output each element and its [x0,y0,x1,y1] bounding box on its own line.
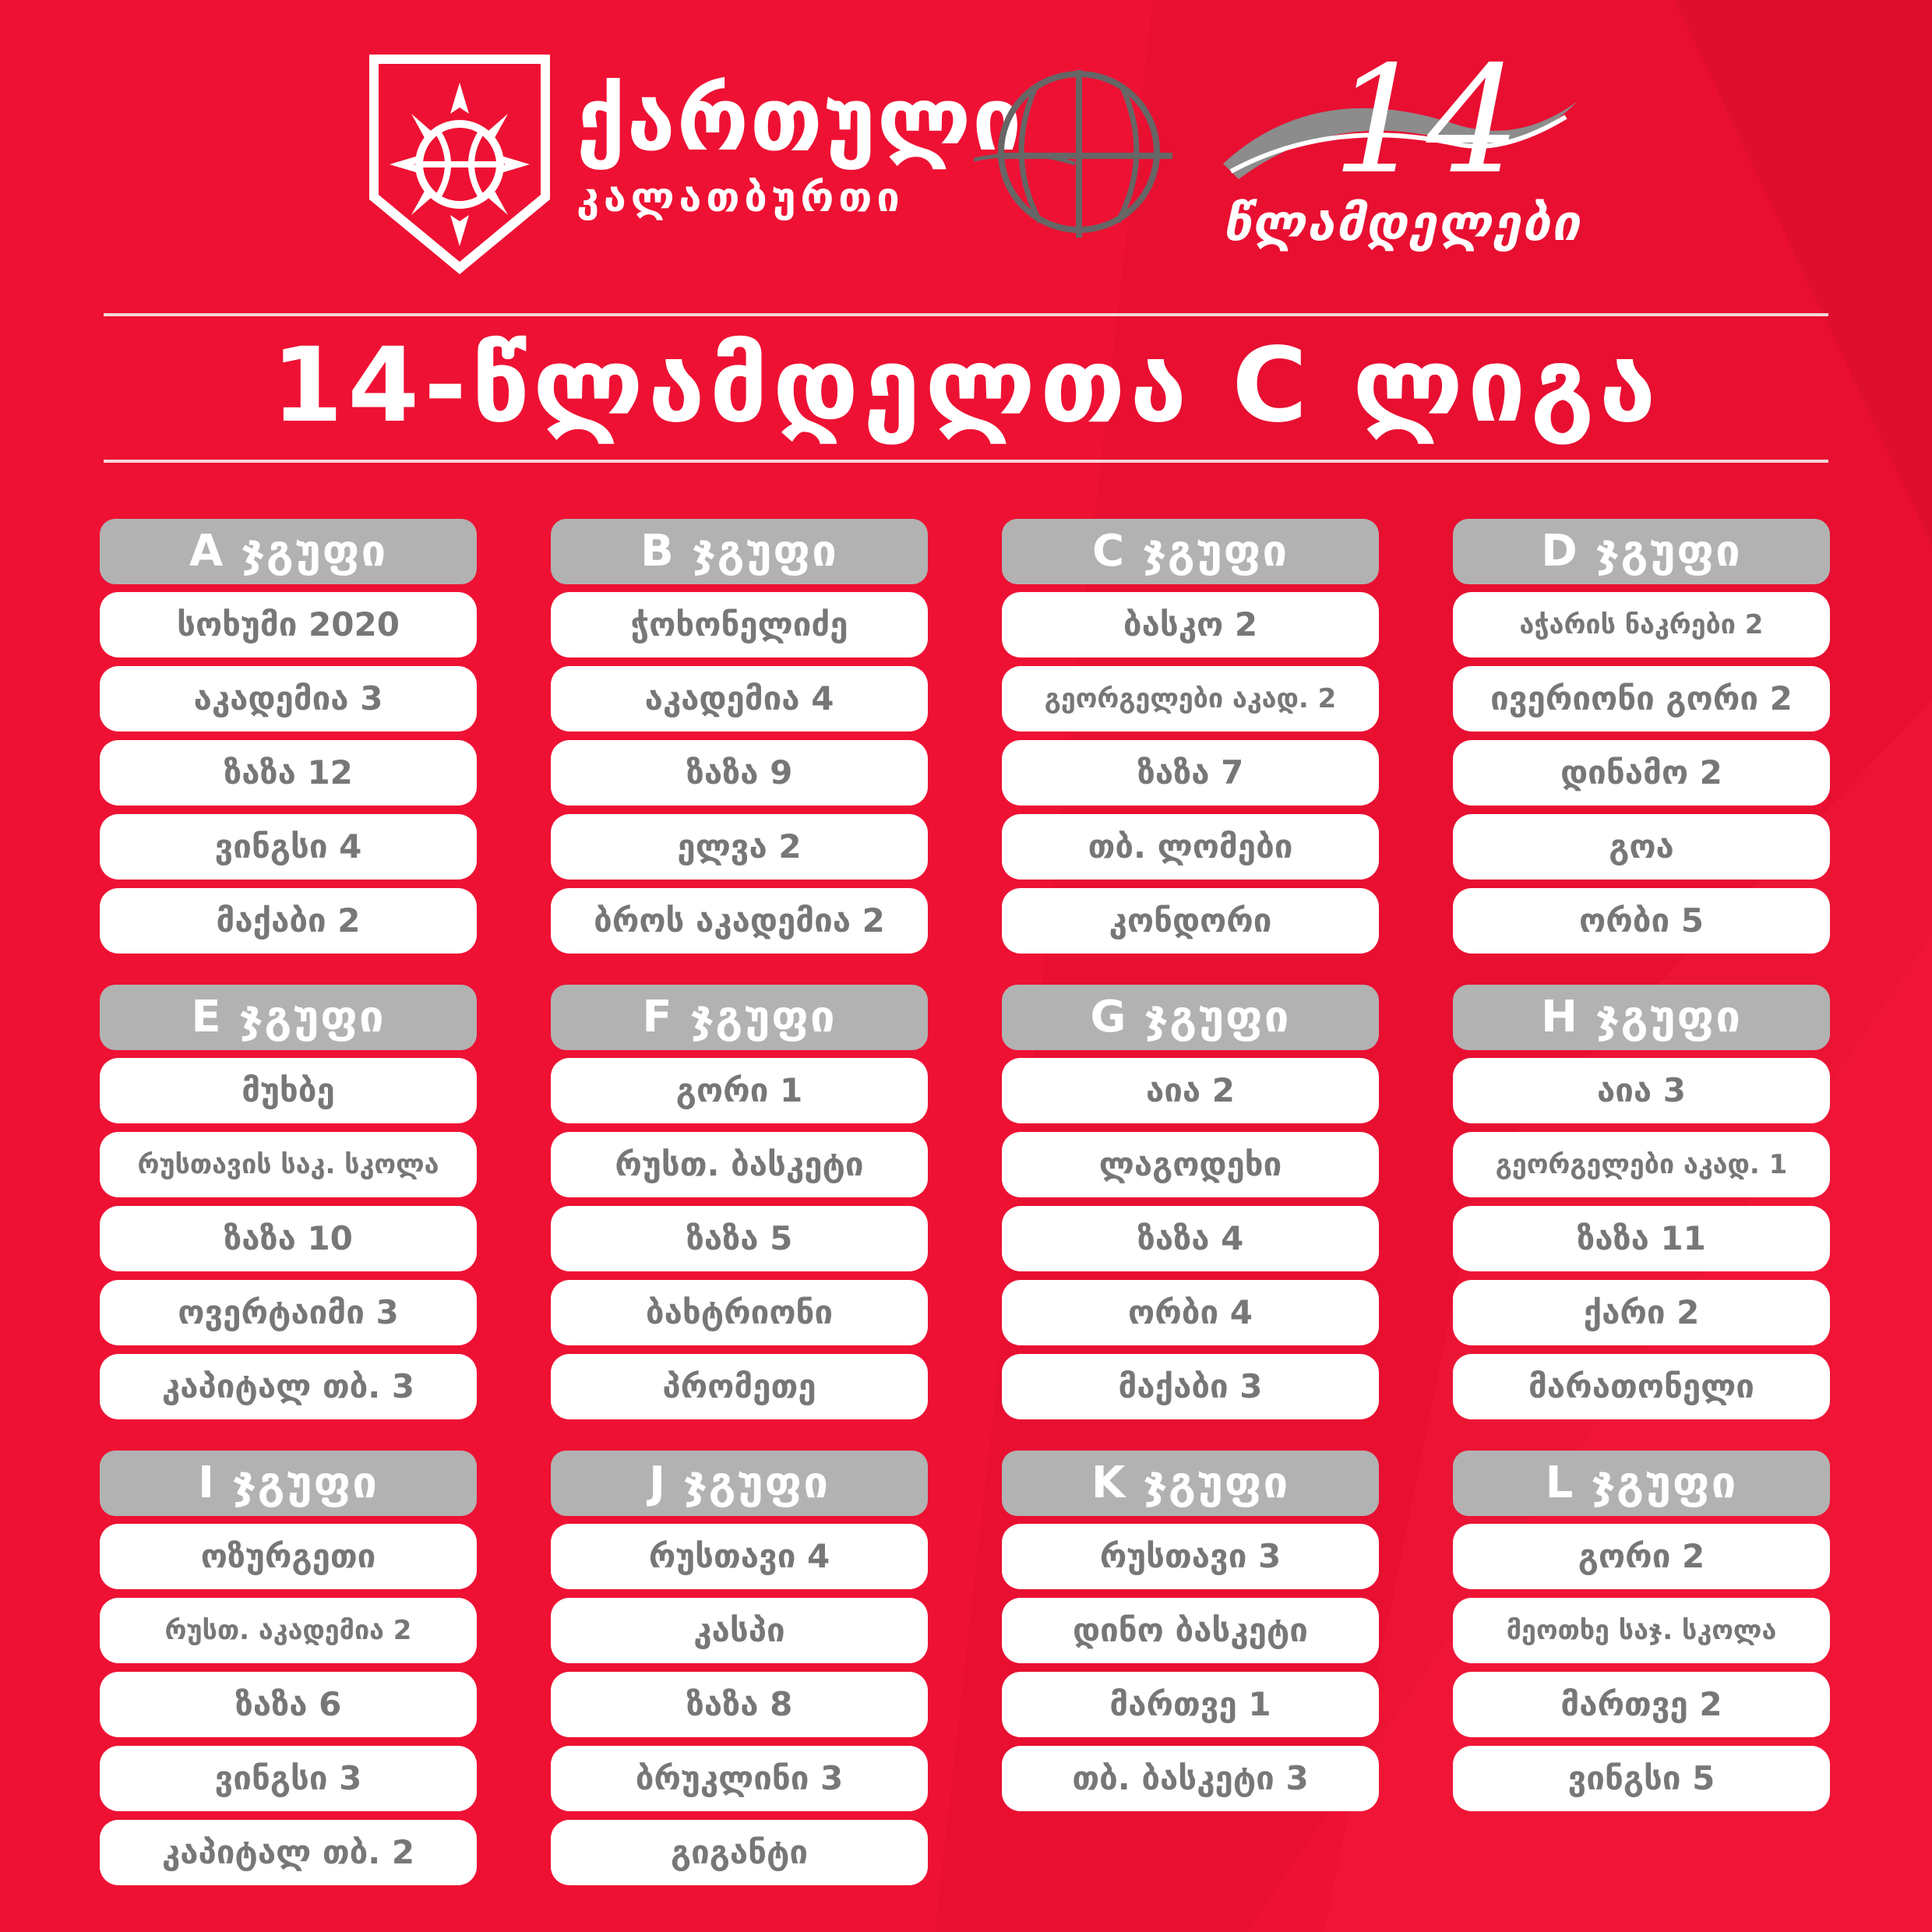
team-entry: აჭარის ნაკრები 2 [1453,592,1830,658]
team-entry: აკადემია 3 [100,666,477,732]
team-entry: გორი 1 [551,1058,928,1123]
group-header: F ჯგუფი [551,985,928,1050]
group-card [100,1451,477,1894]
team-entry: ზაზა 6 [100,1672,477,1737]
group-card [551,985,928,1428]
team-entry: ლაგოდეხი [1002,1132,1379,1197]
team-entry: მეოთხე საჯ. სკოლა [1453,1598,1830,1663]
group-card [1453,985,1830,1428]
group-card [551,519,928,962]
group-header: A ჯგუფი [100,519,477,584]
team-entry: თბ. ბასკეტი 3 [1002,1746,1379,1811]
team-entry: კაპიტალ თბ. 2 [100,1820,477,1885]
group-header: D ჯგუფი [1453,519,1830,584]
group-header: J ჯგუფი [551,1451,928,1516]
team-entry: კასპი [551,1598,928,1663]
brand-text [576,69,1024,221]
team-entry: რუსთ. ბასკეტი [551,1132,928,1197]
title-divider-top [104,313,1828,316]
group-header: I ჯგუფი [100,1451,477,1516]
group-card [1453,1451,1830,1820]
team-entry: ივერიონი გორი 2 [1453,666,1830,732]
team-entry: ზაზა 12 [100,740,477,806]
group-card [1002,1451,1379,1820]
group-card [100,985,477,1428]
group-header: H ჯგუფი [1453,985,1830,1050]
team-entry: გოა [1453,814,1830,880]
team-entry: რუსთავი 3 [1002,1524,1379,1589]
team-entry: მარათონელი [1453,1354,1830,1419]
age-number: 14 [1332,34,1521,206]
team-entry: ქარი 2 [1453,1280,1830,1345]
team-entry: კონდორი [1002,888,1379,954]
team-entry: ჭოხონელიძე [551,592,928,658]
page-title: 14-წლამდელთა C ლიგა [271,326,1661,446]
team-entry: რუსთ. აკადემია 2 [100,1598,477,1663]
group-card [1453,519,1830,962]
team-entry: გორი 2 [1453,1524,1830,1589]
team-entry: ბასკო 2 [1002,592,1379,658]
team-entry: ზაზა 11 [1453,1206,1830,1271]
team-entry: ოვერტაიმი 3 [100,1280,477,1345]
team-entry: კაპიტალ თბ. 3 [100,1354,477,1419]
team-entry: ელვა 2 [551,814,928,880]
team-entry: დინამო 2 [1453,740,1830,806]
team-entry: ზაზა 4 [1002,1206,1379,1271]
team-entry: მართვე 2 [1453,1672,1830,1737]
team-entry: ზაზა 9 [551,740,928,806]
team-entry: მუხბე [100,1058,477,1123]
federation-shield-logo [366,51,553,277]
team-entry: მაქაბი 2 [100,888,477,954]
brand-subtitle: კალათბურთი [576,175,904,221]
team-entry: დინო ბასკეტი [1002,1598,1379,1663]
group-header: G ჯგუფი [1002,985,1379,1050]
team-entry: აკადემია 4 [551,666,928,732]
team-entry: ვინგსი 5 [1453,1746,1830,1811]
team-entry: ზაზა 8 [551,1672,928,1737]
team-entry: ოზურგეთი [100,1524,477,1589]
team-entry: მართვე 1 [1002,1672,1379,1737]
age-label: წლამდელები [1223,195,1581,252]
group-card [100,519,477,962]
basketball-icon [974,55,1184,257]
group-header: C ჯგუფი [1002,519,1379,584]
team-entry: ბროს აკადემია 2 [551,888,928,954]
group-card [551,1451,928,1894]
team-entry: ბრუკლინი 3 [551,1746,928,1811]
team-entry: აია 2 [1002,1058,1379,1123]
group-header: L ჯგუფი [1453,1451,1830,1516]
team-entry: გეორგელები აკად. 1 [1453,1132,1830,1197]
team-entry: რუსთავის საკ. სკოლა [100,1132,477,1197]
header [0,0,1932,296]
brand-name: ქართული [576,69,1024,171]
team-entry: რუსთავი 4 [551,1524,928,1589]
team-entry: სოხუმი 2020 [100,592,477,658]
team-entry: ვინგსი 4 [100,814,477,880]
group-header: E ჯგუფი [100,985,477,1050]
team-entry: ორბი 4 [1002,1280,1379,1345]
team-entry: გიგანტი [551,1820,928,1885]
group-card [1002,519,1379,962]
team-entry: თბ. ლომები [1002,814,1379,880]
group-header: B ჯგუფი [551,519,928,584]
team-entry: ზაზა 5 [551,1206,928,1271]
team-entry: აია 3 [1453,1058,1830,1123]
team-entry: ზაზა 7 [1002,740,1379,806]
team-entry: გეორგელები აკად. 2 [1002,666,1379,732]
team-entry: ვინგსი 3 [100,1746,477,1811]
team-entry: პრომეთე [551,1354,928,1419]
title-divider-bottom [104,460,1828,463]
group-card [1002,985,1379,1428]
team-entry: ორბი 5 [1453,888,1830,954]
team-entry: ბახტრიონი [551,1280,928,1345]
team-entry: ზაზა 10 [100,1206,477,1271]
team-entry: მაქაბი 3 [1002,1354,1379,1419]
group-header: K ჯგუფი [1002,1451,1379,1516]
